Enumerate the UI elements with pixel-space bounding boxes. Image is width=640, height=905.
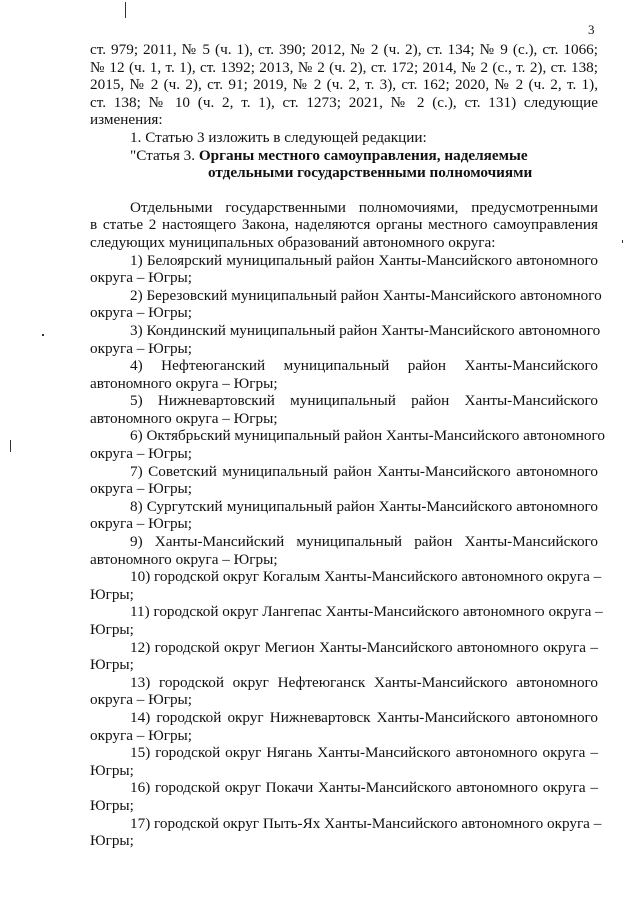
list-item [90, 357, 598, 392]
municipality-list [90, 251, 605, 850]
body-line: следующих муниципальных образований автономного округа: [90, 233, 496, 251]
list-item-line-2: округа – Югры; [90, 339, 192, 357]
list-item-line-2: автономного округа – Югры; [90, 550, 278, 568]
spacer [90, 182, 598, 199]
list-item-line-2: Югры; [90, 796, 134, 814]
list-item-line-2: Югры; [90, 832, 134, 850]
list-item-line-1: 4) Нефтеюганский муниципальный район Ханты-Мансийского [130, 357, 598, 375]
list-item-line-1: 12) городской округ Мегион Ханты-Мансийского автономного округа – [130, 638, 598, 656]
list-item [90, 427, 605, 463]
list-item-line-1: 1) Белоярский муниципальный район Ханты-Мансийского автономного [130, 251, 598, 269]
article-title-line-1: Органы местного самоуправления, наделяемые [198, 146, 528, 164]
list-item-line-2: Югры; [90, 761, 134, 779]
list-item-line-1: 16) городской округ Покачи Ханты-Мансийского автономного округа – [130, 779, 598, 797]
list-item [90, 321, 601, 357]
article-prefix: "Статья 3. [130, 146, 196, 164]
scan-mark-right [622, 240, 623, 243]
list-item-line-1: 13) городской округ Нефтеюганск Ханты-Мансийского автономного [130, 673, 598, 691]
list-item [90, 463, 598, 498]
article-title-line-2: отдельными государственными полномочиями [208, 164, 533, 182]
list-item [90, 568, 602, 603]
intro-line: ст. 979; 2011, № 5 (ч. 1), ст. 390; 2012, № 2 (ч. 2), ст. 134; № 9 (с.), ст. 1066; [90, 41, 598, 58]
list-item-line-1: 3) Кондинский муниципальный район Ханты-Мансийского автономного [130, 321, 601, 339]
scan-mark-top [125, 2, 126, 18]
list-item-line-1: 11) городской округ Лангепас Ханты-Мансийского автономного округа – [130, 603, 603, 621]
instruction-text: 1. Статью 3 изложить в следующей редакции: [130, 128, 427, 146]
list-item-line-1: 15) городской округ Нягань Ханты-Мансийского автономного округа – [130, 744, 598, 762]
list-item-line-2: округа – Югры; [90, 269, 192, 287]
list-item [90, 709, 598, 744]
list-item [90, 392, 598, 427]
body-line: в статье 2 настоящего Закона, наделяются органы местного самоуправления [90, 216, 598, 234]
list-item [90, 814, 602, 850]
intro-line: ст. 138; № 10 (ч. 2, т. 1), ст. 1273; 2021, № 2 (с.), ст. 131) следующие [90, 93, 598, 111]
list-item-line-1: 9) Ханты-Мансийский муниципальный район Ханты-Мансийского [130, 533, 598, 551]
body-line: Отдельными государственными полномочиями, предусмотренными [130, 198, 598, 216]
article-heading [90, 147, 598, 165]
list-item [90, 779, 598, 814]
list-item-line-1: 17) городской округ Пыть-Ях Ханты-Мансийского автономного округа – [130, 814, 602, 832]
intro-line: изменения: [90, 111, 163, 129]
list-item-line-1: 10) городской округ Когалым Ханты-Мансийского автономного округа – [130, 568, 602, 586]
list-item-line-2: округа – Югры; [90, 726, 192, 744]
list-item-line-2: округа – Югры; [90, 445, 192, 463]
list-item-line-2: округа – Югры; [90, 304, 192, 322]
list-item [90, 674, 598, 709]
scan-mark-left-2 [10, 440, 11, 452]
list-item-line-1: 7) Советский муниципальный район Ханты-Мансийского автономного [130, 462, 598, 480]
intro-paragraph [90, 41, 598, 129]
list-item-line-1: 5) Нижневартовский муниципальный район Ханты-Мансийского [130, 392, 598, 410]
scan-mark-left [42, 334, 44, 336]
list-item-line-1: 2) Березовский муниципальный район Ханты-Мансийского автономного [130, 286, 602, 304]
page-number: 3 [588, 22, 595, 37]
list-item [90, 639, 598, 674]
list-item [90, 498, 598, 533]
list-item [90, 603, 603, 638]
list-item [90, 744, 598, 779]
list-item-line-2: автономного округа – Югры; [90, 374, 278, 392]
list-item-line-1: 8) Сургутский муниципальный район Ханты-Мансийского автономного [130, 497, 598, 515]
list-item-line-1: 14) городской округ Нижневартовск Ханты-Мансийского автономного [130, 708, 598, 726]
article-body-paragraph [90, 199, 598, 252]
list-item-line-2: округа – Югры; [90, 515, 192, 533]
list-item-line-2: Югры; [90, 621, 134, 638]
list-item-line-2: Югры; [90, 585, 134, 603]
document-body [90, 41, 605, 850]
list-item-line-1: 6) Октябрьский муниципальный район Ханты-Мансийского автономного [130, 427, 605, 445]
list-item [90, 252, 598, 287]
intro-line: № 12 (ч. 1, т. 1), ст. 1392; 2013, № 2 (ч. 2), ст. 172; 2014, № 2 (с., т. 2), ст. 138; [90, 58, 598, 76]
list-item-line-2: округа – Югры; [90, 691, 192, 709]
list-item [90, 533, 598, 568]
intro-line: 2015, № 2 (ч. 2), ст. 91; 2019, № 2 (ч. 2, т. 3), ст. 162; 2020, № 2 (ч. 2, т. 1), [90, 76, 598, 94]
list-item-line-2: автономного округа – Югры; [90, 409, 278, 427]
list-item [90, 286, 602, 322]
list-item-line-2: Югры; [90, 656, 134, 674]
list-item-line-2: округа – Югры; [90, 480, 192, 498]
